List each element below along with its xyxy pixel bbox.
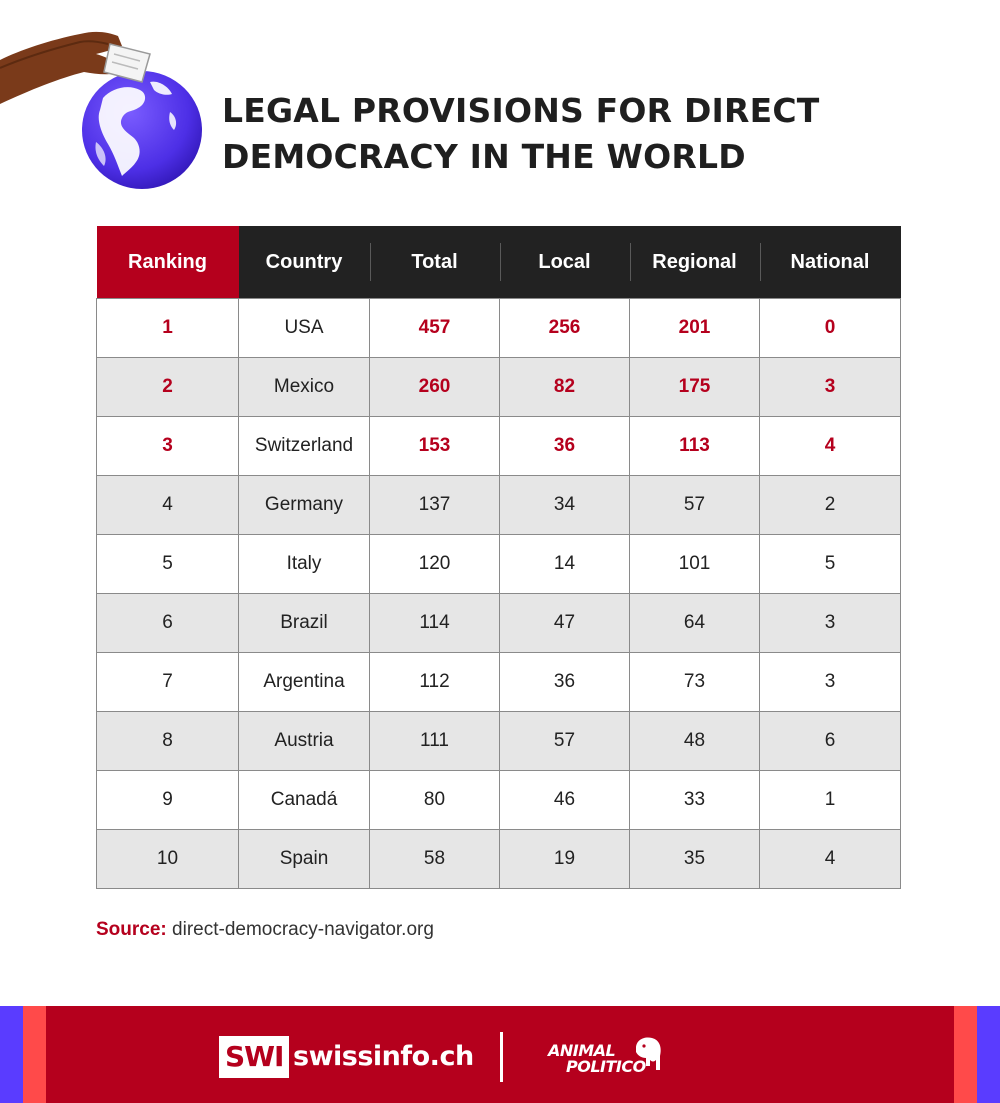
cell-regional: 64 (630, 594, 760, 653)
footer-stripe-left-outer (0, 1006, 23, 1103)
cell-local: 82 (500, 358, 630, 417)
cell-country: Spain (239, 830, 370, 889)
cell-total: 153 (370, 417, 500, 476)
cell-regional: 101 (630, 535, 760, 594)
table-row (97, 712, 901, 771)
cell-total: 112 (370, 653, 500, 712)
title-line-2: DEMOCRACY IN THE WORLD (222, 137, 746, 176)
cell-ranking: 1 (97, 299, 239, 358)
table-row (97, 535, 901, 594)
cell-total: 137 (370, 476, 500, 535)
cell-regional: 48 (630, 712, 760, 771)
source-label: Source: (96, 919, 167, 940)
table-row (97, 299, 901, 358)
column-header-total: Total (370, 226, 500, 299)
cell-national: 6 (760, 712, 901, 771)
cell-ranking: 10 (97, 830, 239, 889)
ballot-globe-illustration (0, 20, 220, 200)
title-line-1: LEGAL PROVISIONS FOR DIRECT (222, 91, 820, 130)
cell-regional: 113 (630, 417, 760, 476)
source-text: direct-democracy-navigator.org (172, 919, 434, 940)
cell-regional: 35 (630, 830, 760, 889)
cell-country: Canadá (239, 771, 370, 830)
footer-stripe-left-inner (23, 1006, 46, 1103)
footer-divider (500, 1032, 503, 1082)
column-header-country: Country (239, 226, 370, 299)
cell-national: 3 (760, 594, 901, 653)
animal-politico-line-1: ANIMAL (548, 1041, 616, 1060)
cell-national: 0 (760, 299, 901, 358)
source-note (96, 919, 434, 941)
cell-total: 260 (370, 358, 500, 417)
cell-ranking: 6 (97, 594, 239, 653)
footer-bar (0, 1006, 1000, 1103)
column-header-local: Local (500, 226, 630, 299)
column-header-ranking: Ranking (97, 226, 239, 299)
cell-total: 111 (370, 712, 500, 771)
cell-ranking: 2 (97, 358, 239, 417)
cell-regional: 201 (630, 299, 760, 358)
cell-local: 46 (500, 771, 630, 830)
cell-ranking: 3 (97, 417, 239, 476)
cell-regional: 175 (630, 358, 760, 417)
globe-icon (82, 71, 202, 189)
table-row (97, 594, 901, 653)
page-title (222, 88, 820, 180)
cell-ranking: 8 (97, 712, 239, 771)
swissinfo-logo-text: swissinfo.ch (293, 1041, 474, 1072)
ballot-paper-icon (104, 44, 150, 82)
cell-national: 1 (760, 771, 901, 830)
cell-national: 4 (760, 417, 901, 476)
cell-total: 457 (370, 299, 500, 358)
column-header-national: National (760, 226, 901, 299)
table-body (97, 299, 901, 889)
cell-total: 120 (370, 535, 500, 594)
cell-ranking: 7 (97, 653, 239, 712)
column-header-regional: Regional (630, 226, 760, 299)
cell-national: 5 (760, 535, 901, 594)
cell-country: Mexico (239, 358, 370, 417)
cell-country: Germany (239, 476, 370, 535)
cell-national: 3 (760, 653, 901, 712)
table-header-row (97, 226, 901, 299)
cell-local: 36 (500, 653, 630, 712)
cell-national: 4 (760, 830, 901, 889)
cell-ranking: 4 (97, 476, 239, 535)
cell-local: 256 (500, 299, 630, 358)
cell-country: Switzerland (239, 417, 370, 476)
table-row (97, 771, 901, 830)
table-row (97, 358, 901, 417)
swi-logo-badge: SWI (219, 1036, 289, 1078)
cell-ranking: 5 (97, 535, 239, 594)
cell-total: 114 (370, 594, 500, 653)
cell-local: 47 (500, 594, 630, 653)
footer-stripe-right-outer (977, 1006, 1000, 1103)
footer-stripe-right-inner (954, 1006, 977, 1103)
ranking-table (96, 226, 901, 889)
cell-regional: 57 (630, 476, 760, 535)
cell-ranking: 9 (97, 771, 239, 830)
cell-country: USA (239, 299, 370, 358)
cell-local: 14 (500, 535, 630, 594)
cell-regional: 73 (630, 653, 760, 712)
cell-regional: 33 (630, 771, 760, 830)
cell-country: Brazil (239, 594, 370, 653)
cell-country: Italy (239, 535, 370, 594)
table-row (97, 417, 901, 476)
elephant-icon (630, 1034, 664, 1074)
table-row (97, 830, 901, 889)
cell-local: 34 (500, 476, 630, 535)
animal-politico-line-2: POLITICO (566, 1057, 646, 1076)
cell-local: 57 (500, 712, 630, 771)
cell-country: Argentina (239, 653, 370, 712)
cell-local: 19 (500, 830, 630, 889)
cell-national: 3 (760, 358, 901, 417)
cell-local: 36 (500, 417, 630, 476)
cell-country: Austria (239, 712, 370, 771)
cell-total: 58 (370, 830, 500, 889)
cell-total: 80 (370, 771, 500, 830)
table-row (97, 653, 901, 712)
cell-national: 2 (760, 476, 901, 535)
table-row (97, 476, 901, 535)
